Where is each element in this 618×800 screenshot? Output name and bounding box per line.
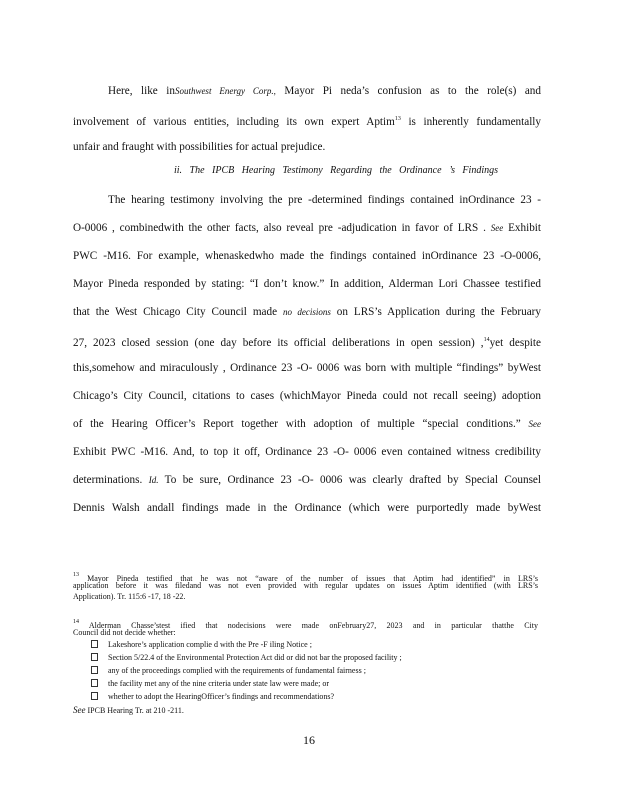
footnote-13-line: Application). Tr. 115:6 -17, 18 -22. [73,592,186,601]
text-run: O-0006 , combinedwith the other facts, also reveal pre -adjudication in favor of LRS . [73,222,486,234]
footnote-number: 13 [73,572,79,578]
text-run: on LRS’s Application during the February [336,306,542,318]
text-run: that the West Chicago City Council made [73,306,278,318]
text-run: is inherently fundamentally [408,116,542,128]
body-line [108,84,541,98]
footnote-14-line: Council did not decide whether: [73,628,176,637]
body-line: The hearing testimony involving the pre -determined findings contained inOrdinance 23 - [108,194,541,206]
bullet-box-icon [91,679,98,687]
section-heading: ii. The IPCB Hearing Testimony Regarding the Ordinance ’s Findings [174,165,498,176]
footnote-14-citation [73,705,538,716]
text-run: IPCB Hearing Tr. at 210 -211. [87,706,184,715]
text-run: unfair and fraught with possibilities for actual prejudice. [73,141,326,153]
body-line [73,112,541,129]
text-run: Exhibit [508,222,542,234]
footnote-bullet-item [91,640,312,650]
text-run: whether to adopt the HearingOfficer’s findings and recommendations? [108,692,335,701]
body-line [73,221,541,235]
text-run: Here, like in [108,85,175,97]
emphasis: no decisions [282,307,331,317]
footnote-bullet-item [91,666,366,676]
body-line [73,333,541,350]
body-line: this,somehow and miraculously , Ordinance 23 -O- 0006 was born with multiple “findings” byWest [73,362,541,374]
footnote-number: 14 [73,619,79,625]
page-number: 16 [303,733,315,747]
signal-see: See [528,419,542,429]
text-run: Alderman Chasse’stest ified that nodecisions were made onFebruary27, 2023 and in particular thatthe City [88,621,538,630]
body-line [73,140,541,154]
body-line: Chicago’s City Council, citations to cases (whichMayor Pineda could not recall seeing) adoption [73,390,541,402]
bullet-box-icon [91,692,98,700]
footnote-ref-13[interactable]: 13 [394,116,401,122]
footnote-bullet-item [91,653,402,663]
bullet-box-icon [91,653,98,661]
text-run: Lakeshore’s application complie d with the Pre -F iling Notice ; [108,640,312,649]
bullet-box-icon [91,640,98,648]
body-line: Mayor Pineda responded by stating: “I don’t know.” In addition, Alderman Lori Chassee testified [73,278,541,290]
signal-see: See [73,705,86,715]
text-run: determinations. [73,474,143,486]
footnote-bullet-item [91,692,334,702]
body-line [73,305,541,319]
bullet-box-icon [91,666,98,674]
text-run: Mayor Pi neda’s confusion as to the role(s) and [284,85,541,97]
text-run: yet despite [489,337,541,349]
text-run: the facility met any of the nine criteria under state law were made; or [108,679,330,688]
body-line: Exhibit PWC -M16. And, to top it off, Ordinance 23 -O- 0006 even contained witness credibility [73,446,541,458]
body-line [73,417,541,431]
text-run: of the Hearing Officer’s Report together with adoption of multiple “special conditions.” [73,418,521,430]
signal-id: Id. [148,475,159,485]
text-run: any of the proceedings complied with the requirements of fundamental fairness ; [108,666,366,675]
text-run: 27, 2023 closed session (one day before its official deliberations in open session) , [73,337,484,349]
text-run: Section 5/22.4 of the Environmental Protection Act did or did not bar the proposed facility ; [108,653,402,662]
body-line: Dennis Walsh andall findings made in the Ordinance (which were purportedly made byWest [73,502,541,514]
footnote-ref-14[interactable]: 14 [483,337,490,343]
footnote-bullet-item [91,679,329,689]
text-run: Mayor Pineda testified that he was not “aware of the number of issues that Aptim had identified” in LRS’s [87,574,538,583]
text-run: involvement of various entities, including its own expert Aptim [73,116,395,128]
text-run: To be sure, Ordinance 23 -O- 0006 was clearly drafted by Special Counsel [164,474,542,486]
body-line [73,473,541,487]
footnote-13-line: application before it was filedand was not even provided with regular updates on issues Aptim identified (with LRS’s [73,581,538,590]
signal-see: See [490,223,504,233]
body-line: PWC -M16. For example, whenaskedwho made the findings contained inOrdinance 23 -O-0006, [73,250,541,262]
case-citation: Southwest Energy Corp., [174,86,276,96]
